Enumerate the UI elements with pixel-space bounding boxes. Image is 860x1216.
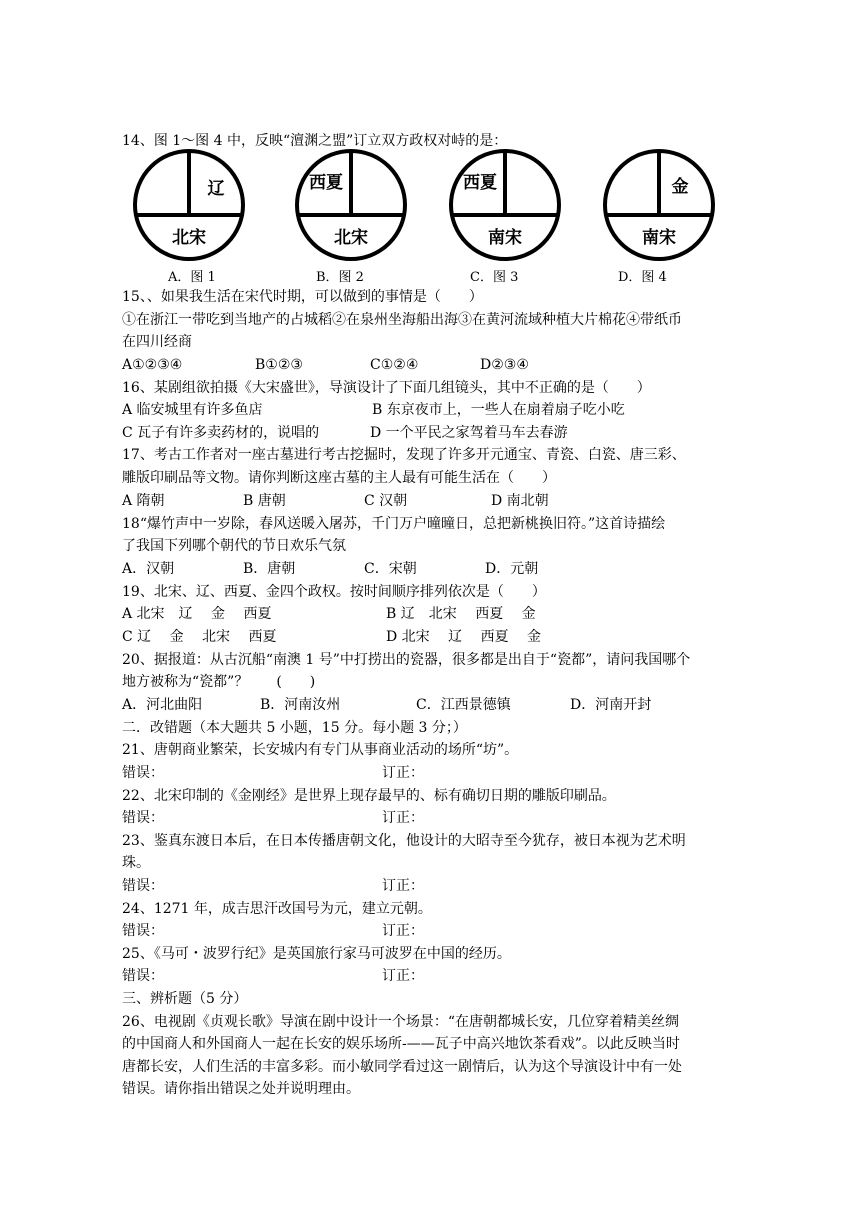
- error-label: 错误：: [122, 810, 164, 826]
- option: B①②③: [255, 357, 303, 373]
- fix-label: 订正：: [382, 923, 424, 939]
- question-23-line2: 珠。: [122, 855, 150, 871]
- option: D．元朝: [485, 561, 539, 577]
- option: A 北宋 辽 金 西夏: [122, 606, 272, 622]
- option: A 隋朝: [122, 493, 165, 509]
- fix-label: 订正：: [382, 765, 424, 781]
- q14-figures: [132, 148, 722, 288]
- fig1-caption: A．图 1: [168, 270, 216, 285]
- option: D 南北朝: [491, 493, 549, 509]
- option: C．宋朝: [364, 561, 417, 577]
- fig1-top-right-label: 辽: [207, 179, 225, 199]
- option: C 瓦子有许多卖药材的，说唱的: [122, 425, 320, 441]
- question-23: 23、鉴真东渡日本后，在日本传播唐朝文化，他设计的大昭寺至今犹存，被日本视为艺术明: [122, 833, 686, 849]
- fig4-caption: D．图 4: [618, 270, 667, 285]
- figure-4: [602, 148, 742, 288]
- option: A．汉朝: [122, 561, 175, 577]
- question-16-stem: 16、某剧组欲拍摄《大宋盛世》，导演设计了下面几组镜头，其中不正确的是（ ）: [122, 380, 651, 396]
- section-2-title: 二．改错题（本大题共 5 小题，15 分。每小题 3 分；）: [122, 720, 467, 736]
- option: C 汉朝: [364, 493, 408, 509]
- question-17-line2: 雕版印刷品等文物。请你判断这座古墓的主人最有可能生活在（ ）: [122, 470, 556, 486]
- fig4-top-right-label: 金: [671, 177, 689, 197]
- option: B 东京夜市上，一些人在扇着扇子吃小吃: [372, 402, 625, 418]
- divided-circle-3: [448, 148, 562, 262]
- fix-label: 订正：: [382, 810, 424, 826]
- fix-label: 订正：: [382, 878, 424, 894]
- fig3-bottom-label: 南宋: [488, 228, 522, 248]
- option: A 临安城里有许多鱼店: [122, 402, 263, 418]
- figure-1: [132, 148, 272, 288]
- figure-2: [294, 148, 434, 288]
- question-26-line4: 错误。请你指出错误之处并说明理由。: [122, 1081, 360, 1097]
- option: C①②④: [370, 357, 419, 373]
- fig1-bottom-label: 北宋: [172, 228, 206, 248]
- question-26-line1: 26、电视剧《贞观长歌》导演在剧中设计一个场景：“在唐朝都城长安，几位穿着精美丝绸: [122, 1014, 679, 1030]
- question-25: 25、《马可・波罗行纪》是英国旅行家马可波罗在中国的经历。: [122, 946, 511, 962]
- section-3-title: 三、辨析题（5 分）: [122, 991, 248, 1007]
- question-26-line3: 唐都长安，人们生活的丰富多彩。而小敏同学看过这一剧情后，认为这个导演设计中有一处: [122, 1059, 682, 1075]
- question-24: 24、1271 年，成吉思汗改国号为元，建立元朝。: [122, 901, 432, 917]
- option: C．江西景德镇: [416, 697, 511, 713]
- option: B 唐朝: [243, 493, 286, 509]
- error-label: 错误：: [122, 923, 164, 939]
- question-17-stem: 17、考古工作者对一座古墓进行考古挖掘时，发现了许多开元通宝、青瓷、白瓷、唐三彩、: [122, 447, 686, 463]
- fix-label: 订正：: [382, 968, 424, 984]
- divided-circle-2: [294, 148, 408, 262]
- divided-circle-4: [602, 148, 716, 262]
- option: A．河北曲阳: [122, 697, 203, 713]
- option: D．河南开封: [570, 697, 652, 713]
- fig3-top-left-label: 西夏: [463, 173, 497, 193]
- question-15-line2: ①在浙江一带吃到当地产的占城稻②在泉州坐海船出海③在黄河流域种植大片棉花④带纸币: [122, 312, 682, 328]
- option: D 一个平民之家驾着马车去春游: [370, 425, 568, 441]
- question-21: 21、唐朝商业繁荣，长安城内有专门从事商业活动的场所“坊”。: [122, 742, 519, 758]
- question-18-line2: 了我国下列哪个朝代的节日欢乐气氛: [122, 538, 346, 554]
- question-15-stem: 15、、如果我生活在宋代时期，可以做到的事情是（ ）: [122, 289, 483, 305]
- fig4-bottom-label: 南宋: [642, 228, 676, 248]
- divided-circle-1: [132, 148, 246, 262]
- question-26-line2: 的中国商人和外国商人一起在长安的娱乐场所-——瓦子中高兴地饮茶看戏”。以此反映当时: [122, 1036, 680, 1052]
- option: B．河南汝州: [260, 697, 341, 713]
- error-label: 错误：: [122, 878, 164, 894]
- option: A①②③④: [122, 357, 183, 373]
- figure-3: [448, 148, 588, 288]
- option: D 北宋 辽 西夏 金: [386, 629, 542, 645]
- option: D②③④: [480, 357, 529, 373]
- fig2-bottom-label: 北宋: [334, 228, 368, 248]
- question-19-stem: 19、北宋、辽、西夏、金四个政权。按时间顺序排列依次是（ ）: [122, 584, 546, 600]
- fig3-caption: C．图 3: [470, 270, 519, 285]
- option: C 辽 金 北宋 西夏: [122, 629, 277, 645]
- question-15-line3: 在四川经商: [122, 334, 192, 350]
- option: B 辽 北宋 西夏 金: [386, 606, 536, 622]
- fig2-caption: B．图 2: [316, 270, 364, 285]
- error-label: 错误：: [122, 968, 164, 984]
- fig2-top-left-label: 西夏: [309, 173, 343, 193]
- question-20-line2: 地方被称为“瓷都”？ ( ): [122, 674, 316, 690]
- question-20-stem: 20、据报道：从古沉船“南澳 1 号”中打捞出的瓷器，很多都是出自于“瓷都”，请问我国哪个: [122, 652, 691, 668]
- error-label: 错误：: [122, 765, 164, 781]
- question-22: 22、北宋印制的《金刚经》是世界上现存最早的、标有确切日期的雕版印刷品。: [122, 788, 616, 804]
- question-18-stem: 18“爆竹声中一岁除，春风送暖入屠苏，千门万户曈曈日，总把新桃换旧符。”这首诗描绘: [122, 516, 666, 532]
- question-14-stem: 14、图 1～图 4 中，反映“澶渊之盟”订立双方政权对峙的是：: [122, 133, 508, 149]
- option: B．唐朝: [243, 561, 296, 577]
